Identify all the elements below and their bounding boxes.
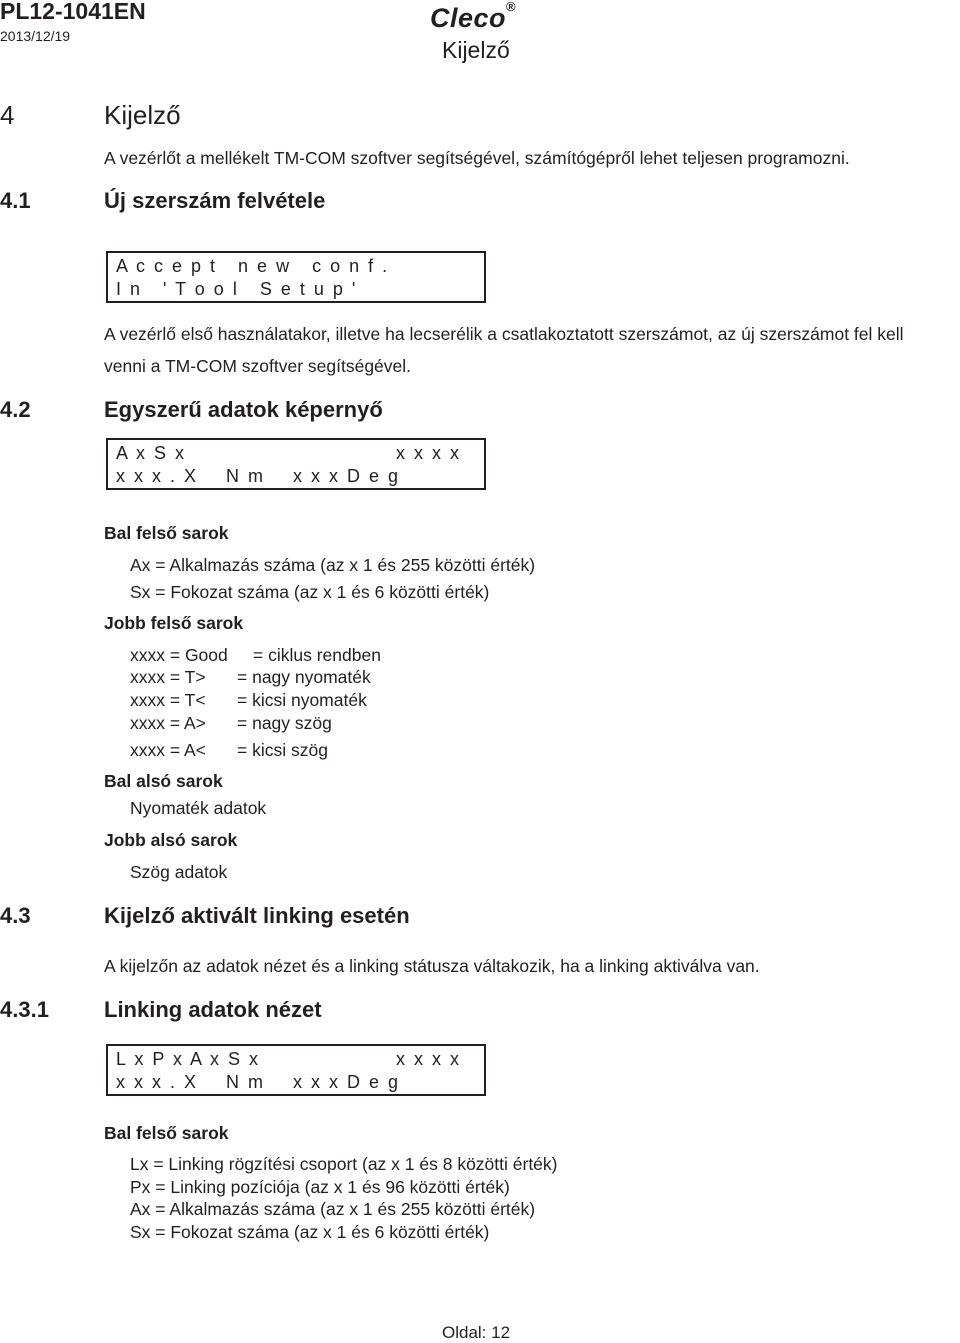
lcd-line-2: x x x . X N m x x x D e g [116,1072,401,1092]
section-4-3-number: 4.3 [0,903,31,928]
status-code: xxxx = A< [130,740,206,760]
linking-top-left-item: Sx = Fokozat száma (az x 1 és 6 közötti érték) [130,1222,490,1242]
section-4-3-1-title: Linking adatok nézet [104,997,322,1022]
section-4-2-number: 4.2 [0,397,31,422]
bottom-left-heading: Bal alsó sarok [104,771,223,791]
lcd-display-new-tool [106,251,486,303]
section-4-3-title: Kijelző aktivált linking esetén [104,903,410,928]
lcd-line-2: I n ' T o o l S e t u p ' [116,279,358,299]
lcd-line-1: A c c e p t n e w c o n f . [116,256,390,276]
lcd-display-linking-data [106,1044,486,1096]
linking-top-left-item: Px = Linking pozíciója (az x 1 és 96 közötti érték) [130,1177,510,1197]
brand-logo [430,0,517,34]
status-description: = nagy nyomaték [237,667,371,687]
section-4-2-title: Egyszerű adatok képernyő [104,397,383,422]
page-number: Oldal: 12 [442,1323,511,1342]
bottom-right-heading: Jobb alsó sarok [104,830,238,850]
top-right-heading: Jobb felső sarok [104,613,244,633]
section-4-3-intro: A kijelzőn az adatok nézet és a linking státusza váltakozik, ha a linking aktiválva van. [104,956,760,976]
section-4-intro: A vezérlőt a mellékelt TM-COM szoftver segítségével, számítógépről lehet teljesen programozni. [104,148,850,168]
status-description: = ciklus rendben [253,645,381,665]
document-id: PL12-1041EN [0,0,146,24]
lcd-line-2: x x x . X N m x x x D e g [116,466,401,486]
bottom-left-item: Nyomaték adatok [130,798,267,818]
bottom-right-item: Szög adatok [130,862,228,882]
status-description: = nagy szög [237,713,332,733]
status-description: = kicsi nyomaték [237,690,367,710]
lcd-line-1-right: x x x x [396,1049,462,1069]
linking-top-left-item: Lx = Linking rögzítési csoport (az x 1 és 8 közötti érték) [130,1154,558,1174]
section-4-3-1-number: 4.3.1 [0,997,49,1022]
linking-top-left-item: Ax = Alkalmazás száma (az x 1 és 255 közötti érték) [130,1199,536,1219]
linking-top-left-heading: Bal felső sarok [104,1123,229,1143]
section-4-title: Kijelző [104,100,181,130]
status-code: xxxx = T< [130,690,206,710]
lcd-line-1-right: x x x x [396,443,462,463]
brand-name: Cleco [430,3,507,33]
section-4-1-title: Új szerszám felvétele [104,188,326,213]
section-4-1-number: 4.1 [0,188,31,213]
section-4-1-paragraph-line-1: A vezérlő első használatakor, illetve ha lecserélik a csatlakoztatott szerszámot, az új szerszámot fel kell [104,324,904,344]
section-4-1-paragraph-line-2: venni a TM-COM szoftver segítségével. [104,356,412,376]
status-code: xxxx = A> [130,713,206,733]
status-code: xxxx = T> [130,667,206,687]
registered-mark: ® [506,0,517,14]
section-4-number: 4 [0,100,15,130]
status-code: xxxx = Good [130,645,228,665]
header-title: Kijelző [442,37,510,63]
document-date: 2013/12/19 [0,28,71,44]
top-left-item: Ax = Alkalmazás száma (az x 1 és 255 közötti érték) [130,555,536,575]
lcd-line-1-left: A x S x [116,443,187,463]
lcd-line-1-left: L x P x A x S x [116,1049,261,1069]
status-description: = kicsi szög [237,740,328,760]
top-left-item: Sx = Fokozat száma (az x 1 és 6 közötti érték) [130,582,490,602]
top-left-heading: Bal felső sarok [104,523,229,543]
lcd-display-simple-data [106,438,486,490]
